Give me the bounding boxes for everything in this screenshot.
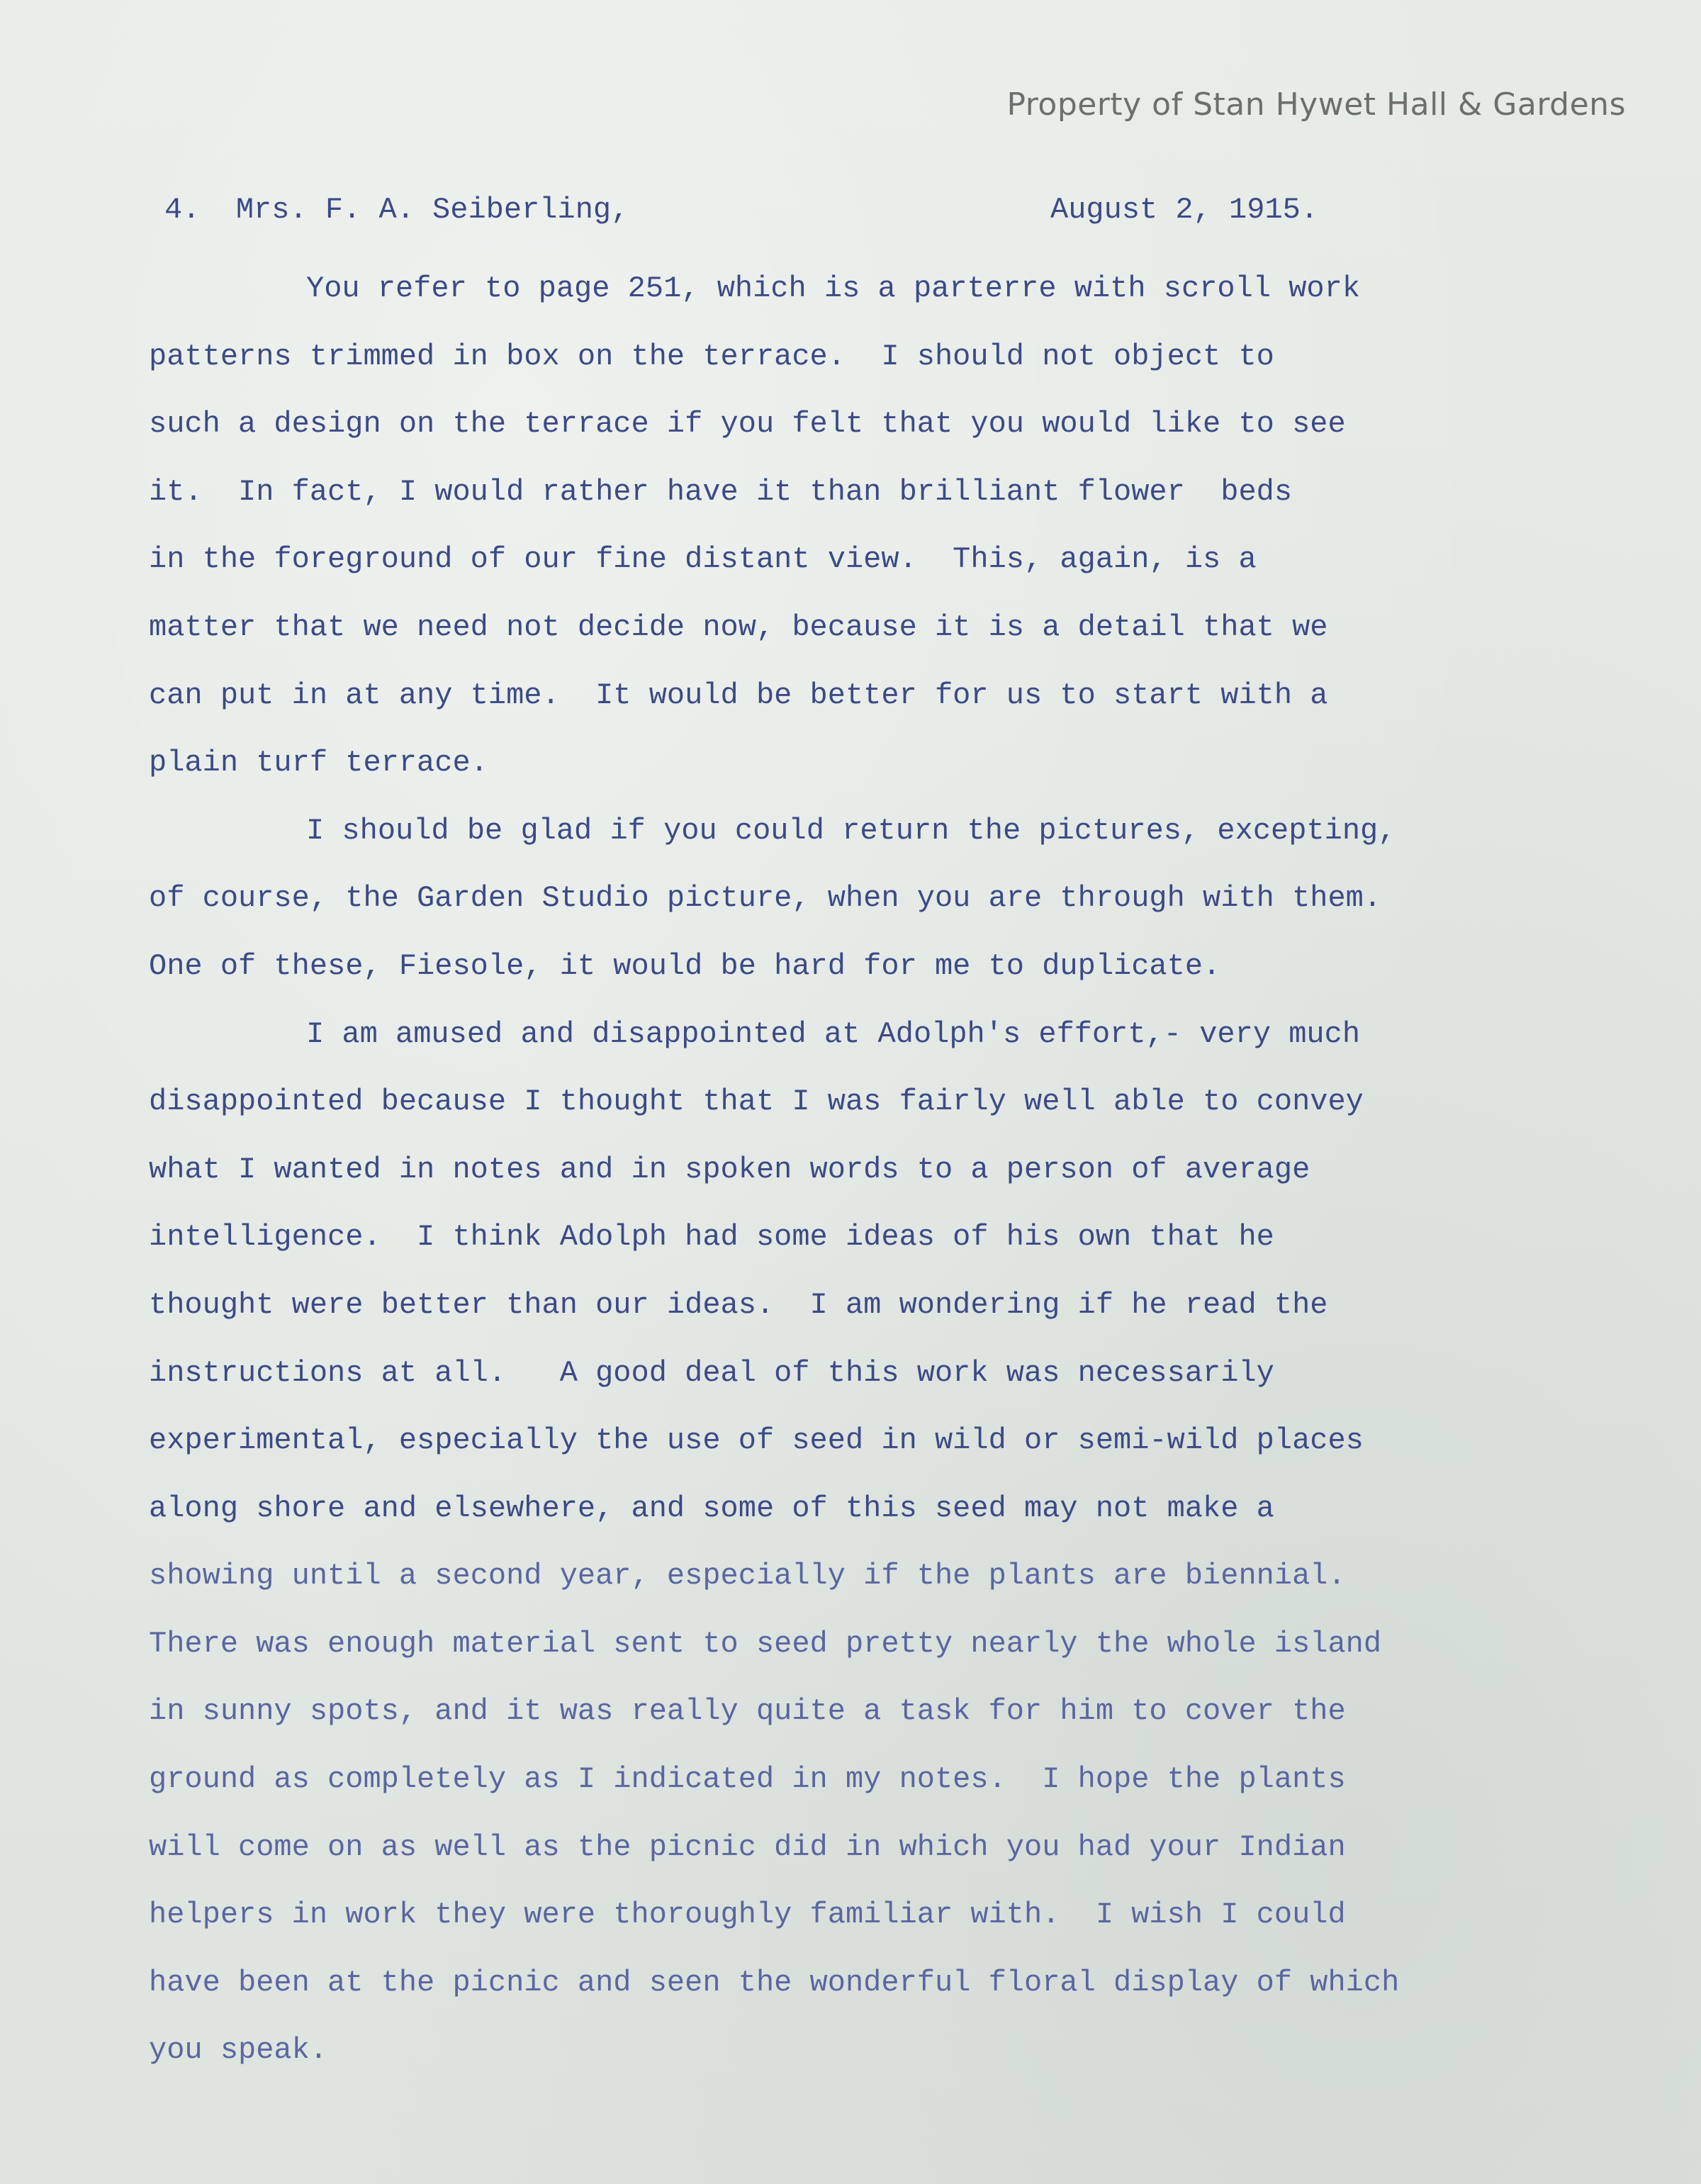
text-line: experimental, especially the use of seed in wild or semi-wild places (149, 1423, 1364, 1458)
text-line: in the foreground of our fine distant view. This, again, is a (149, 542, 1257, 577)
text-line: You refer to page 251, which is a parterre with scroll work (306, 271, 1361, 306)
text-line: instructions at all. A good deal of this work was necessarily (149, 1355, 1274, 1390)
text-line: ground as completely as I indicated in my notes. I hope the plants (149, 1762, 1346, 1797)
letter-date: August 2, 1915. (1050, 193, 1319, 227)
text-line: of course, the Garden Studio picture, when you are through with them. (149, 881, 1382, 916)
text-line: can put in at any time. It would be better for us to start with a (149, 678, 1328, 712)
text-line: disappointed because I thought that I was fairly well able to convey (149, 1085, 1364, 1119)
text-line: I should be glad if you could return the pictures, excepting, (306, 813, 1396, 848)
text-line: thought were better than our ideas. I am wondering if he read the (149, 1287, 1328, 1322)
paragraph-2 (149, 797, 1581, 1001)
text-line: plain turf terrace. (149, 746, 488, 780)
text-line: There was enough material sent to seed pretty nearly the whole island (149, 1626, 1382, 1661)
text-line: have been at the picnic and seen the wonderful floral display of which (149, 1965, 1400, 2000)
paragraph-1 (149, 255, 1581, 797)
text-line: you speak. (149, 2033, 328, 2068)
recipient-line: 4. Mrs. F. A. Seiberling, (164, 193, 629, 227)
text-line: One of these, Fiesole, it would be hard for me to duplicate. (149, 948, 1221, 983)
text-line: what I wanted in notes and in spoken words to a person of average (149, 1152, 1310, 1187)
text-line: will come on as well as the picnic did in which you had your Indian (149, 1830, 1346, 1864)
paragraph-3 (149, 1001, 1581, 2085)
text-line: I am amused and disappointed at Adolph's effort,- very much (306, 1017, 1361, 1051)
letter-heading (164, 186, 1581, 237)
text-line: it. In fact, I would rather have it than brilliant flower beds (149, 474, 1293, 509)
ownership-watermark: Property of Stan Hywet Hall & Gardens (1006, 86, 1626, 123)
text-line: patterns trimmed in box on the terrace. I should not object to (149, 339, 1274, 374)
letter-body (149, 186, 1581, 2085)
text-line: helpers in work they were thoroughly familiar with. I wish I could (149, 1898, 1346, 1932)
text-line: showing until a second year, especially if the plants are biennial. (149, 1559, 1346, 1594)
text-line: matter that we need not decide now, because it is a detail that we (149, 610, 1328, 644)
text-line: in sunny spots, and it was really quite a task for him to cover the (149, 1694, 1346, 1729)
text-line: such a design on the terrace if you felt that you would like to see (149, 407, 1346, 442)
text-line: along shore and elsewhere, and some of this seed may not make a (149, 1491, 1274, 1525)
text-line: intelligence. I think Adolph had some ideas of his own that he (149, 1220, 1274, 1255)
